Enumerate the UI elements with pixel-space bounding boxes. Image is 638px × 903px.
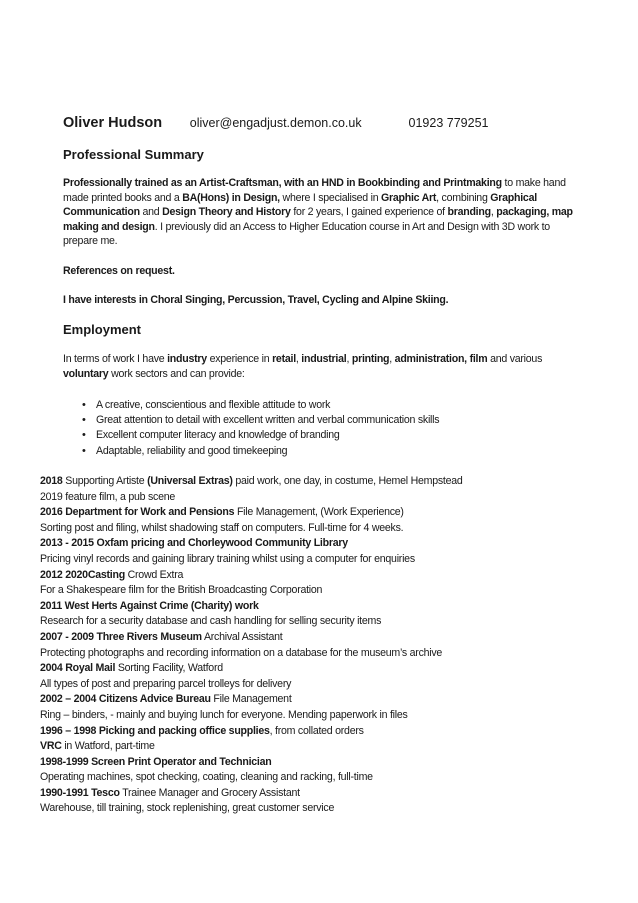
summary-text-12: , bbox=[490, 206, 497, 219]
references-text: References on request. bbox=[63, 265, 175, 277]
job-title-text: 2012 2020Casting bbox=[40, 568, 125, 581]
job-detail-text: 2019 feature film, a pub scene bbox=[40, 490, 176, 503]
job-history-line bbox=[40, 505, 600, 521]
job-detail-text: Pricing vinyl records and gaining library training whilst using a computer for enquiries bbox=[40, 552, 415, 565]
job-detail-text: paid work, one day, in costume, Hemel Hempstead bbox=[232, 475, 463, 487]
job-title-text: 1990-1991 Tesco bbox=[40, 786, 120, 799]
job-history-line bbox=[40, 583, 600, 599]
job-history-line bbox=[40, 755, 600, 771]
intro-text: , bbox=[389, 353, 395, 365]
cv-header bbox=[63, 115, 618, 131]
summary-text-4: where I specialised in bbox=[279, 191, 382, 204]
employment-heading: Employment bbox=[63, 322, 142, 337]
job-title-text: 2007 - 2009 Three Rivers Museum bbox=[40, 630, 202, 643]
job-detail-text: All types of post and preparing parcel trolleys for delivery bbox=[40, 677, 292, 690]
job-history bbox=[40, 474, 600, 817]
summary-text-13: packaging, map making and design bbox=[63, 206, 573, 233]
summary-text-2: to make hand made printed books and a bbox=[63, 177, 566, 204]
job-history-line bbox=[40, 474, 600, 490]
summary-text-1: Professionally trained as an Artist-Craftsman, with an HND in Bookbinding and Printmaking bbox=[63, 177, 502, 189]
job-title-text: 2011 West Herts Against Crime (Charity) work bbox=[40, 599, 259, 612]
employment-intro bbox=[63, 352, 585, 381]
job-detail-text: Sorting post and filing, whilst shadowing staff on computers. Full-time for 4 weeks. bbox=[40, 521, 404, 534]
job-history-line bbox=[40, 677, 600, 693]
summary-text-9: Design Theory and History bbox=[162, 206, 291, 219]
intro-keyword: administration, bbox=[394, 353, 467, 365]
intro-keyword: voluntary bbox=[63, 367, 109, 380]
job-title-text: 2018 bbox=[40, 475, 63, 487]
job-history-line bbox=[40, 770, 600, 786]
skill-bullet: • Excellent computer literacy and knowledge of branding bbox=[82, 428, 439, 443]
job-history-line bbox=[40, 801, 600, 817]
job-title-text: 1996 – 1998 Picking and packing office supplies bbox=[40, 724, 270, 737]
job-detail-text: For a Shakespeare film for the British Broadcasting Corporation bbox=[40, 584, 323, 597]
job-history-line bbox=[40, 614, 600, 630]
intro-text: , bbox=[346, 353, 352, 365]
job-detail-text: in Watford, part-time bbox=[61, 740, 155, 753]
intro-text: and various bbox=[487, 353, 543, 365]
job-detail-text: Protecting photographs and recording information on a database for the museum’s archive bbox=[40, 646, 443, 659]
job-history-line bbox=[40, 552, 600, 568]
summary-heading: Professional Summary bbox=[63, 147, 204, 162]
job-detail-text: Operating machines, spot checking, coating, cleaning and racking, full-time bbox=[40, 771, 373, 784]
skill-bullet: • Great attention to detail with excellent written and verbal communication skills bbox=[82, 413, 439, 428]
summary-text-8: and bbox=[139, 206, 163, 219]
interests-line bbox=[63, 293, 585, 308]
job-history-line bbox=[40, 708, 600, 724]
summary-text-6: , combining bbox=[436, 191, 491, 204]
job-detail-text: Sorting Facility, Watford bbox=[115, 662, 223, 675]
interests-text: I have interests in Choral Singing, Percussion, Travel, Cycling and Alpine Skiing. bbox=[63, 294, 449, 306]
intro-text: work sectors and can provide: bbox=[108, 367, 245, 380]
job-history-line bbox=[40, 630, 600, 646]
summary-text-14: . I previously did an Access to Higher Education course in Art and Design with 3D work to prepare me. bbox=[63, 220, 550, 248]
job-detail-text: File Management bbox=[210, 693, 292, 706]
job-history-line bbox=[40, 739, 600, 755]
references-line bbox=[63, 264, 585, 279]
candidate-email: oliver@engadjust.demon.co.uk bbox=[189, 116, 362, 130]
intro-text: , bbox=[295, 353, 302, 365]
job-history-line bbox=[40, 646, 600, 662]
summary-paragraph bbox=[63, 176, 585, 249]
candidate-phone: 01923 779251 bbox=[408, 116, 489, 130]
intro-keyword: industrial bbox=[301, 353, 347, 365]
summary-text-5: Graphic Art bbox=[381, 191, 437, 204]
intro-text: In terms of work I have bbox=[63, 353, 168, 365]
job-detail-text: Research for a security database and cash handling for selling security items bbox=[40, 615, 382, 628]
job-detail-text: Trainee Manager and Grocery Assistant bbox=[119, 786, 300, 799]
summary-text-11: branding bbox=[447, 206, 491, 219]
job-title-text: 2016 Department for Work and Pensions bbox=[40, 506, 235, 519]
job-history-line bbox=[40, 490, 600, 506]
job-detail-text: Supporting Artiste bbox=[62, 475, 148, 487]
job-history-line bbox=[40, 599, 600, 615]
skills-list bbox=[82, 398, 439, 459]
intro-keyword: film bbox=[469, 353, 488, 365]
candidate-name: Oliver Hudson bbox=[63, 115, 163, 131]
job-history-line bbox=[40, 724, 600, 740]
intro-text: experience in bbox=[206, 353, 273, 365]
job-title-text: 2013 - 2015 Oxfam pricing and Chorleywood Community Library bbox=[40, 537, 348, 550]
job-history-line bbox=[40, 568, 600, 584]
summary-text-3: BA(Hons) in Design, bbox=[182, 191, 280, 204]
intro-keyword: industry bbox=[167, 353, 207, 365]
job-history-line bbox=[40, 536, 600, 552]
job-history-line bbox=[40, 521, 600, 537]
job-title-text: VRC bbox=[40, 740, 62, 753]
job-history-line bbox=[40, 661, 600, 677]
summary-text-7: Graphical Communication bbox=[63, 191, 537, 219]
job-detail-text: Warehouse, till training, stock replenishing, great customer service bbox=[40, 802, 335, 815]
job-detail-text: Ring – binders, - mainly and buying lunch for everyone. Mending paperwork in files bbox=[40, 708, 408, 721]
intro-keyword: retail bbox=[272, 353, 296, 365]
job-detail-text: , from collated orders bbox=[269, 724, 364, 737]
job-title-text: 1998-1999 Screen Print Operator and Technician bbox=[40, 755, 272, 768]
job-title-text: 2002 – 2004 Citizens Advice Bureau bbox=[40, 693, 211, 706]
intro-keyword: printing bbox=[351, 353, 390, 365]
job-detail-text: File Management, (Work Experience) bbox=[234, 506, 404, 519]
skill-bullet: • A creative, conscientious and flexible attitude to work bbox=[82, 398, 439, 413]
job-title-text: (Universal Extras) bbox=[147, 475, 233, 487]
job-history-line bbox=[40, 786, 600, 802]
summary-text-10: for 2 years, I gained experience of bbox=[290, 206, 448, 219]
skill-bullet: • Adaptable, reliability and good timekeeping bbox=[82, 444, 439, 459]
job-history-line bbox=[40, 692, 600, 708]
job-detail-text: Crowd Extra bbox=[124, 568, 184, 581]
job-title-text: 2004 Royal Mail bbox=[40, 662, 116, 675]
job-detail-text: Archival Assistant bbox=[201, 630, 283, 643]
